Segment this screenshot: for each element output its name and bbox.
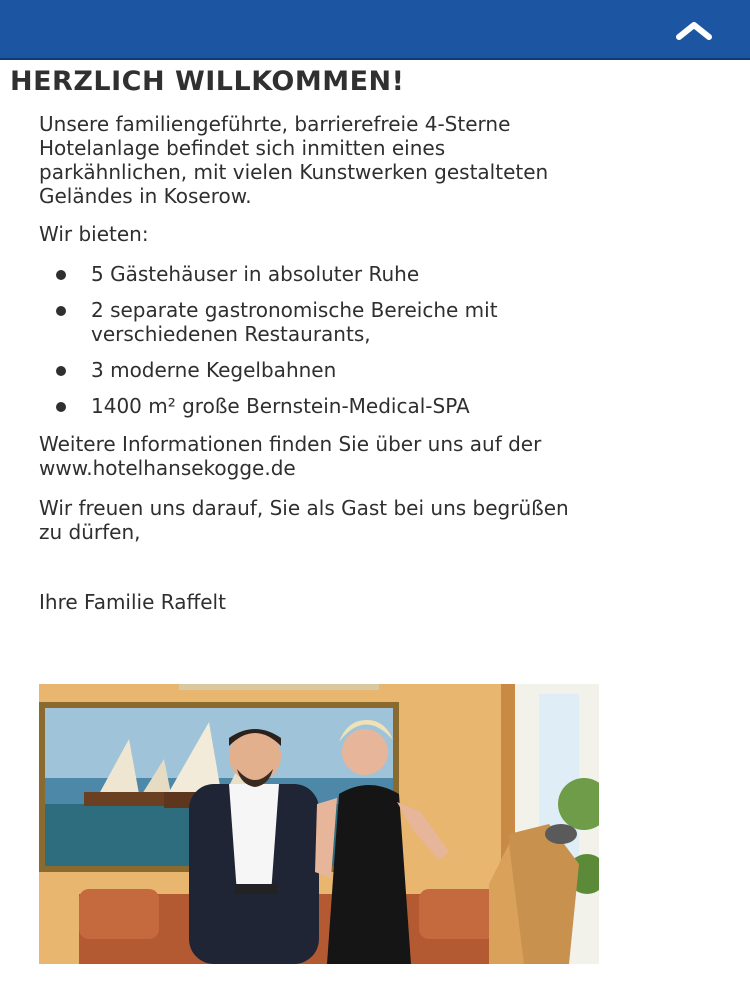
- intro-line: Hotelanlage befindet sich inmitten eines: [39, 136, 446, 160]
- offer-label: Wir bieten:: [39, 222, 149, 246]
- website-link[interactable]: www.hotelhansekogge.de: [39, 456, 296, 480]
- bullet-icon: [56, 402, 66, 412]
- intro-line: Unsere familiengeführte, barrierefreie 4-Sterne: [39, 112, 511, 136]
- feature-item: 5 Gästehäuser in absoluter Ruhe: [39, 262, 719, 286]
- page-title: HERZLICH WILLKOMMEN!: [10, 66, 405, 97]
- top-bar: [0, 0, 750, 60]
- intro-line: Geländes in Koserow.: [39, 184, 252, 208]
- feature-item: 1400 m² große Bernstein-Medical-SPA: [39, 394, 719, 418]
- info-paragraph: Weitere Informationen finden Sie über uns auf der www.hotelhansekogge.de: [39, 432, 542, 480]
- feature-list: [39, 262, 719, 418]
- feature-item: 3 moderne Kegelbahnen: [39, 358, 719, 382]
- intro-paragraph: [39, 112, 719, 208]
- feature-item: 2 separate gastronomische Bereiche mit verschiedenen Restaurants,: [39, 298, 719, 346]
- bullet-icon: [56, 366, 66, 376]
- greeting-paragraph: Wir freuen uns darauf, Sie als Gast bei uns begrüßen zu dürfen,: [39, 496, 569, 544]
- scroll-to-top-button[interactable]: [672, 14, 716, 46]
- hosts-photo: [39, 684, 599, 964]
- main-content: [39, 112, 719, 614]
- chevron-up-icon: [675, 20, 713, 40]
- signature: Ihre Familie Raffelt: [39, 590, 226, 614]
- bullet-icon: [56, 306, 66, 316]
- intro-line: parkähnlichen, mit vielen Kunstwerken gestalteten: [39, 160, 549, 184]
- bullet-icon: [56, 270, 66, 280]
